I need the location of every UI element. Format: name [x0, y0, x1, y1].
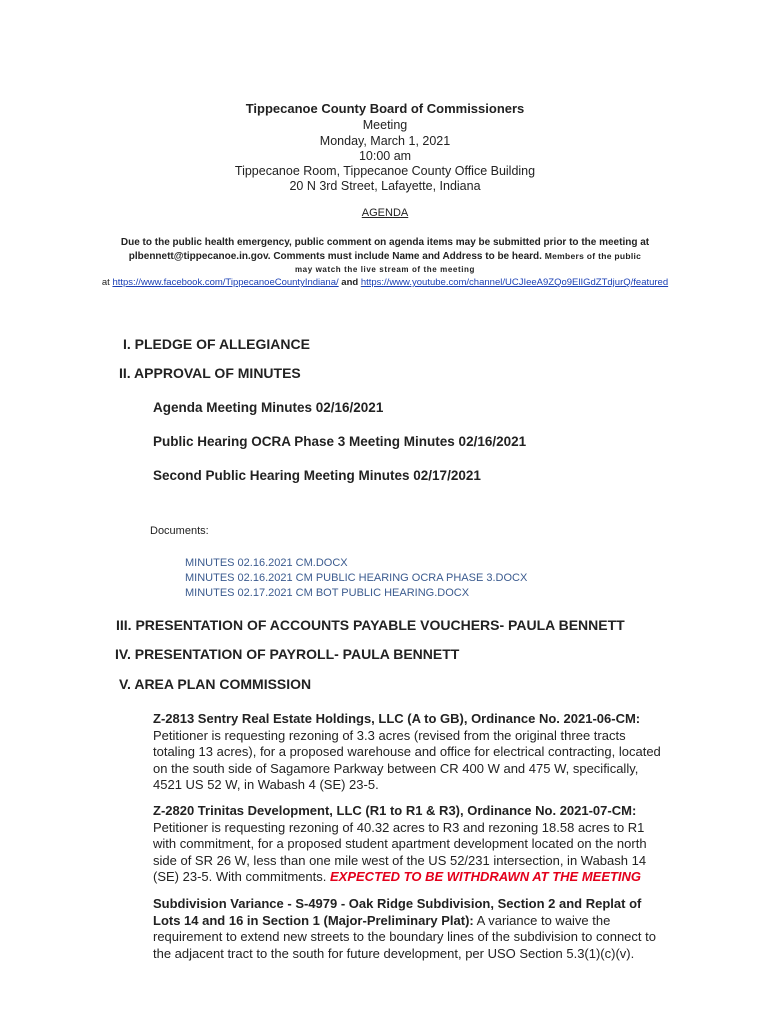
documents-label: Documents:: [150, 525, 209, 537]
section-accounts-payable: [116, 617, 625, 633]
section-area-plan: [119, 676, 311, 692]
item-title: Subdivision Variance - S-4979 - Oak Ridge Subdivision, Section 2 and Replat of Lots 14 and 16 in Section 1 (Major-Preliminary Plat):: [153, 896, 642, 928]
meeting-date: Monday, March 1, 2021: [319, 134, 451, 148]
item-body: Petitioner is requesting rezoning of 3.3 acres (revised from the original three tracts totaling 13 acres), for a proposed warehouse and office for electrical contracting, located on the south side of Sagamore Parkway between CR 400 W and 475 W, specifically, 4521 US 52 W, in Wabash 4 (SE) 23-5.: [153, 727, 661, 792]
stream-links-line: [0, 276, 770, 289]
agenda-item-s4979: [153, 896, 663, 962]
section-minutes: [119, 365, 301, 381]
section-number: V.: [119, 676, 131, 692]
at-text: at: [101, 277, 110, 288]
section-number: II.: [119, 365, 131, 381]
section-number: IV.: [115, 646, 131, 662]
meeting-address: 20 N 3rd Street, Lafayette, Indiana: [289, 179, 481, 193]
section-title: APPROVAL OF MINUTES: [134, 365, 301, 381]
meeting-location: Tippecanoe Room, Tippecanoe County Office Building: [234, 164, 536, 178]
section-title: PRESENTATION OF PAYROLL- PAULA BENNETT: [134, 646, 460, 662]
section-pledge: [123, 336, 310, 352]
notice-email-text: plbennett@tippecanoe.in.gov. Comments must include Name and Address to be heard.: [128, 251, 542, 262]
agenda-item-z2820: [153, 803, 663, 886]
agenda-heading: AGENDA: [361, 207, 409, 219]
item-title: Z-2820 Trinitas Development, LLC (R1 to R1 & R3), Ordinance No. 2021-07-CM:: [153, 803, 637, 818]
meeting-time: 10:00 am: [358, 149, 412, 163]
and-text: and: [341, 277, 359, 288]
minutes-item-agenda: Agenda Meeting Minutes 02/16/2021: [153, 400, 384, 415]
item-body: A variance to waive the requirement to extend new streets to the boundary lines of the subdivision to connect to the adjacent tract to the south for future development, per USO Section 5.3(1)(c)(v).: [153, 912, 656, 961]
section-title: PRESENTATION OF ACCOUNTS PAYABLE VOUCHERS- PAULA BENNETT: [135, 617, 625, 633]
documents-list: [185, 556, 527, 601]
minutes-item-second-hearing: Second Public Hearing Meeting Minutes 02/17/2021: [153, 468, 481, 483]
youtube-link[interactable]: https://www.youtube.com/channel/UCJIeeA9ZQo9ElIGdZTdjurQ/featured: [360, 277, 669, 288]
board-title: Tippecanoe County Board of Commissioners: [245, 101, 525, 116]
public-comment-notice-line1: Due to the public health emergency, public comment on agenda items may be submitted prior to the meeting at: [120, 237, 650, 248]
section-title: AREA PLAN COMMISSION: [134, 676, 312, 692]
section-title: PLEDGE OF ALLEGIANCE: [134, 336, 310, 352]
document-link[interactable]: MINUTES 02.17.2021 CM BOT PUBLIC HEARING.DOCX: [185, 587, 470, 599]
live-stream-notice: may watch the live stream of the meeting: [294, 265, 476, 274]
meeting-label: Meeting: [362, 118, 408, 132]
minutes-item-ocra: Public Hearing OCRA Phase 3 Meeting Minutes 02/16/2021: [153, 434, 527, 449]
item-title: Z-2813 Sentry Real Estate Holdings, LLC (A to GB), Ordinance No. 2021-06-CM:: [153, 711, 641, 726]
notice-members-text: Members of the public: [544, 251, 642, 261]
agenda-item-z2813: [153, 711, 663, 794]
section-number: III.: [116, 617, 132, 633]
item-body: Petitioner is requesting rezoning of 40.32 acres to R3 and rezoning 18.58 acres to R1 with commitment, for a proposed student apartment development located on the north side of SR 26 W, less than one mile west of the US 52/231 intersection, in Wabash 14 (SE) 23-5. With commitments.: [153, 819, 647, 884]
document-link[interactable]: MINUTES 02.16.2021 CM.DOCX: [185, 557, 348, 569]
section-payroll: [115, 646, 459, 662]
withdrawn-notice: EXPECTED TO BE WITHDRAWN AT THE MEETING: [330, 869, 642, 884]
facebook-link[interactable]: https://www.facebook.com/TippecanoeCountyIndiana/: [112, 277, 339, 288]
document-link[interactable]: MINUTES 02.16.2021 CM PUBLIC HEARING OCRA PHASE 3.DOCX: [185, 572, 528, 584]
section-number: I.: [123, 336, 131, 352]
public-comment-notice-line2: [0, 250, 770, 263]
